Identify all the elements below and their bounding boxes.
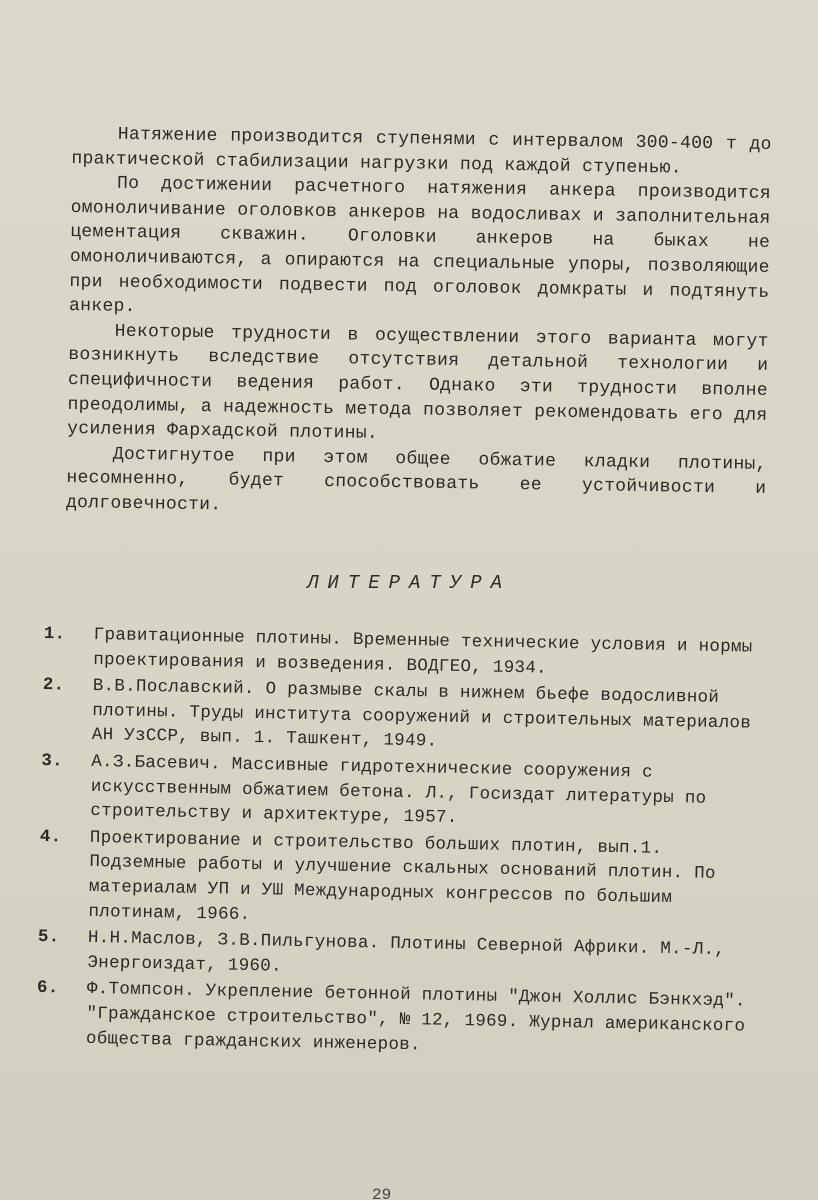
- references-list: [36, 622, 764, 1066]
- reference-number: 2.: [42, 675, 65, 696]
- reference-number: 5.: [37, 927, 60, 948]
- reference-number: 4.: [39, 826, 62, 848]
- reference-number: 3.: [41, 750, 64, 772]
- reference-number: 1.: [43, 623, 66, 645]
- reference-text: Проектирование и строительство больших плотин, вып.1. Подземные работы и улучшение скальных оснований плотин. По материалам УП и УШ Международных конгрессов по большим плотинам, 1966.: [88, 827, 716, 925]
- reference-number: 6.: [36, 978, 59, 999]
- reference-item: [42, 673, 763, 761]
- reference-text: А.З.Басевич. Массивные гидротехнические сооружения с искусственным обжатием бетона. Л., Госиздат литературы по строительству и архитектуре, 1957.: [90, 751, 707, 829]
- paragraph: Некоторые трудности в осуществлении этого варианта могут возникнуть вследствие отсутствия детальной технологии и специфичности ведения работ. Однако эти трудности вполне преодолимы, а надежность метода позволяет рекомендовать его для усиления Фархадской плотины.: [67, 321, 769, 444]
- reference-item: [40, 749, 761, 837]
- paragraph: Достигнутое при этом общее обжатие кладки плотины, несомненно, будет способствовать ее устойчивости и долговечности.: [65, 444, 767, 516]
- reference-text: В.В.Пославский. О размыве скалы в нижнем бьефе водосливной плотины. Труды института сооружений и строительных материалов АН УзССР, вып. 1. Ташкент, 1949.: [91, 676, 752, 752]
- reference-item: [36, 976, 757, 1064]
- references-heading: ЛИТЕРАТУРА: [306, 572, 512, 594]
- paragraph: По достижении расчетного натяжения анкера производится омоноличивание оголовков анкеров на водосливах и заполнительная цементация скважин. Оголовки анкеров на быках не омоноличиваются, а опираются на специальные упоры, позволяющие при необходимости подвести под оголовок домкраты и подтянуть анкер.: [68, 173, 772, 318]
- reference-text: Ф.Томпсон. Укрепление бетонной плотины "Джон Холлис Бэнкхэд". "Гражданское строительство", № 12, 1969. Журнал американского общества гражданских инженеров.: [85, 979, 746, 1055]
- paragraph: Натяжение производится ступенями с интервалом 300-400 т до практической стабилизации нагрузки под каждой ступенью.: [71, 124, 772, 179]
- reference-text: Гравитационные плотины. Временные технические условия и нормы проектирования и возведения. ВОДГЕО, 1934.: [93, 624, 753, 679]
- reference-item: [38, 825, 760, 937]
- body-text: [66, 122, 772, 526]
- reference-text: Н.Н.Маслов, З.В.Пильгунова. Плотины Северной Африки. М.-Л., Энергоиздат, 1960.: [87, 928, 726, 977]
- page-number: 29: [372, 1186, 392, 1200]
